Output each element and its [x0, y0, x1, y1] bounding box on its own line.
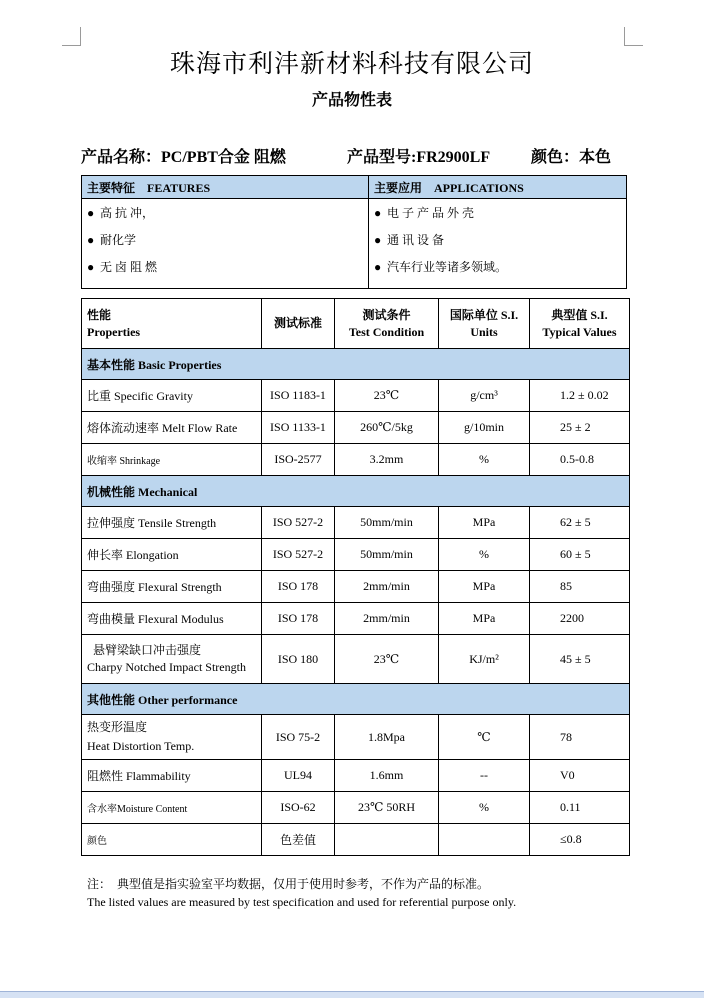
- table-row: 熔体流动速率 Melt Flow Rate ISO 1133-1 260℃/5kg g/10min 25 ± 2: [82, 412, 630, 444]
- features-applications-table: [81, 175, 627, 289]
- product-name: [81, 144, 286, 167]
- document-title: 产品物性表: [311, 92, 392, 109]
- applications-header: 主要应用 APPLICATIONS: [369, 176, 627, 199]
- header-typical: 典型值 S.I. Typical Values: [530, 299, 630, 349]
- features-list: [82, 199, 369, 289]
- application-item: ● 通 讯 设 备: [374, 230, 621, 257]
- note-english: The listed values are measured by test specification and used for referential purpose only.: [87, 895, 517, 909]
- table-row: 阻燃性 Flammability UL94 1.6mm -- V0: [82, 760, 630, 792]
- properties-table: [81, 298, 630, 856]
- table-row: 悬臂梁缺口冲击强度 Charpy Notched Impact Strength ISO 180 23℃ KJ/m² 45 ± 5: [82, 635, 630, 684]
- product-color-label: 颜色：: [531, 149, 580, 166]
- company-name: 珠海市利沣新材料科技有限公司: [169, 51, 534, 78]
- bullet-icon: ●: [87, 260, 95, 274]
- feature-item: ● 耐化学: [87, 230, 363, 257]
- product-name-value: PC/PBT合金 阻燃: [161, 149, 286, 166]
- table-row: 比重 Specific Gravity ISO 1183-1 23℃ g/cm³ 1.2 ± 0.02: [82, 380, 630, 412]
- bullet-icon: ●: [87, 233, 95, 247]
- table-row: 弯曲强度 Flexural Strength ISO 178 2mm/min MPa 85: [82, 571, 630, 603]
- feature-item: ● 无 卤 阻 燃: [87, 257, 363, 284]
- product-model-value: FR2900LF: [416, 149, 491, 166]
- bullet-icon: ●: [87, 206, 95, 220]
- application-item: ● 电 子 产 品 外 壳: [374, 203, 621, 230]
- product-model: [347, 144, 490, 167]
- product-name-label: 产品名称：: [81, 149, 162, 166]
- features-header: 主要特征 FEATURES: [82, 176, 369, 199]
- properties-header-row: [82, 299, 630, 349]
- header-standard: 测试标准: [262, 299, 335, 349]
- table-row: 伸长率 Elongation ISO 527-2 50mm/min % 60 ± 5: [82, 539, 630, 571]
- product-color: [531, 144, 611, 167]
- bullet-icon: ●: [374, 206, 382, 220]
- table-row: 收缩率 Shrinkage ISO-2577 3.2mm % 0.5-0.8: [82, 444, 630, 476]
- table-row: 含水率Moisture Content ISO-62 23℃ 50RH % 0.11: [82, 792, 630, 824]
- table-row: 颜色 色差值 ≤0.8: [82, 824, 630, 856]
- table-row: 热变形温度 Heat Distortion Temp. ISO 75-2 1.8Mpa ℃ 78: [82, 715, 630, 760]
- bullet-icon: ●: [374, 260, 382, 274]
- applications-list: [369, 199, 627, 289]
- table-row: 弯曲模量 Flexural Modulus ISO 178 2mm/min MPa 2200: [82, 603, 630, 635]
- feature-item: ● 高 抗 冲，: [87, 203, 363, 230]
- product-color-value: 本色: [579, 149, 612, 166]
- section-row-mechanical: 机械性能 Mechanical: [82, 476, 630, 507]
- table-row: 拉伸强度 Tensile Strength ISO 527-2 50mm/min MPa 62 ± 5: [82, 507, 630, 539]
- product-model-label: 产品型号:: [347, 149, 417, 166]
- header-units: 国际单位 S.I. Units: [439, 299, 530, 349]
- application-item: ● 汽车行业等诸多领域。: [374, 257, 621, 284]
- section-row-other: 其他性能 Other performance: [82, 684, 630, 715]
- note-chinese: 注： 典型值是指实验室平均数据，仅用于使用时参考，不作为产品的标准。: [87, 877, 490, 891]
- bullet-icon: ●: [374, 233, 382, 247]
- section-row-basic: 基本性能 Basic Properties: [82, 349, 630, 380]
- header-property: 性能 Properties: [82, 299, 262, 349]
- header-condition: 测试条件 Test Condition: [335, 299, 439, 349]
